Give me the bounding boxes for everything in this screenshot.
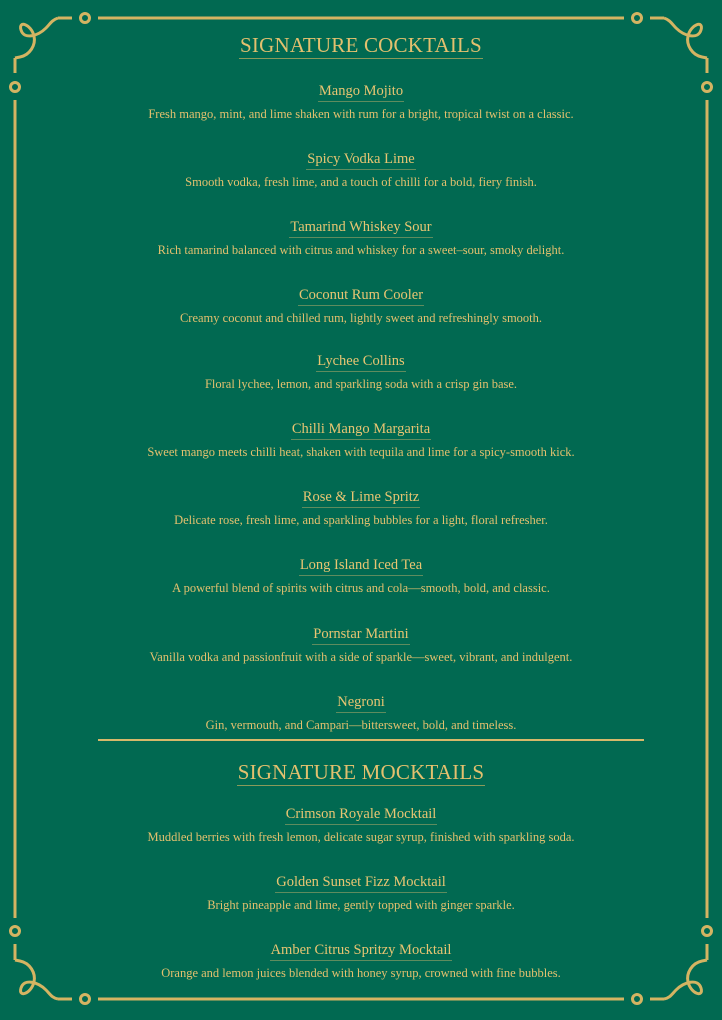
menu-item xyxy=(0,420,722,460)
item-description: Vanilla vodka and passionfruit with a side of sparkle—sweet, vibrant, and indulgent. xyxy=(149,650,573,664)
item-name: Lychee Collins xyxy=(0,352,722,372)
item-description: Orange and lemon juices blended with honey syrup, crowned with fine bubbles. xyxy=(161,966,561,980)
item-description: Creamy coconut and chilled rum, lightly sweet and refreshingly smooth. xyxy=(179,311,543,325)
menu-item xyxy=(0,693,722,733)
menu-item xyxy=(0,556,722,596)
item-name: Rose & Lime Spritz xyxy=(0,488,722,508)
item-name: Long Island Iced Tea xyxy=(0,556,722,576)
menu-item xyxy=(0,218,722,258)
menu-item xyxy=(0,286,722,326)
item-description: Fresh mango, mint, and lime shaken with rum for a bright, tropical twist on a classic. xyxy=(148,107,574,121)
menu-item xyxy=(0,625,722,665)
item-description: Smooth vodka, fresh lime, and a touch of chilli for a bold, fiery finish. xyxy=(185,175,537,189)
menu-item xyxy=(0,941,722,981)
item-description: Bright pineapple and lime, gently topped with ginger sparkle. xyxy=(207,898,515,912)
item-name: Pornstar Martini xyxy=(0,625,722,645)
section-title-cocktails: SIGNATURE COCKTAILS xyxy=(240,33,482,57)
item-name: Amber Citrus Spritzy Mocktail xyxy=(0,941,722,961)
item-name: Golden Sunset Fizz Mocktail xyxy=(0,873,722,893)
item-name: Coconut Rum Cooler xyxy=(0,286,722,306)
item-description: Delicate rose, fresh lime, and sparkling bubbles for a light, floral refresher. xyxy=(174,513,548,527)
item-description: Rich tamarind balanced with citrus and whiskey for a sweet–sour, smoky delight. xyxy=(157,243,565,257)
item-name: Negroni xyxy=(0,693,722,713)
item-description: A powerful blend of spirits with citrus and cola—smooth, bold, and classic. xyxy=(172,581,550,595)
menu-item xyxy=(0,82,722,122)
menu-item xyxy=(0,352,722,392)
menu-item xyxy=(0,150,722,190)
item-description: Sweet mango meets chilli heat, shaken with tequila and lime for a spicy-smooth kick. xyxy=(147,445,575,459)
item-description: Muddled berries with fresh lemon, delicate sugar syrup, finished with sparkling soda. xyxy=(147,830,575,844)
item-description: Gin, vermouth, and Campari—bittersweet, bold, and timeless. xyxy=(205,718,517,732)
item-name: Crimson Royale Mocktail xyxy=(0,805,722,825)
item-name: Tamarind Whiskey Sour xyxy=(0,218,722,238)
menu-item xyxy=(0,873,722,913)
section-divider xyxy=(98,739,644,741)
item-name: Chilli Mango Margarita xyxy=(0,420,722,440)
section-title-mocktails: SIGNATURE MOCKTAILS xyxy=(237,760,485,784)
item-name: Mango Mojito xyxy=(0,82,722,102)
menu-item xyxy=(0,805,722,845)
item-name: Spicy Vodka Lime xyxy=(0,150,722,170)
menu-item xyxy=(0,488,722,528)
item-description: Floral lychee, lemon, and sparkling soda with a crisp gin base. xyxy=(204,377,518,391)
